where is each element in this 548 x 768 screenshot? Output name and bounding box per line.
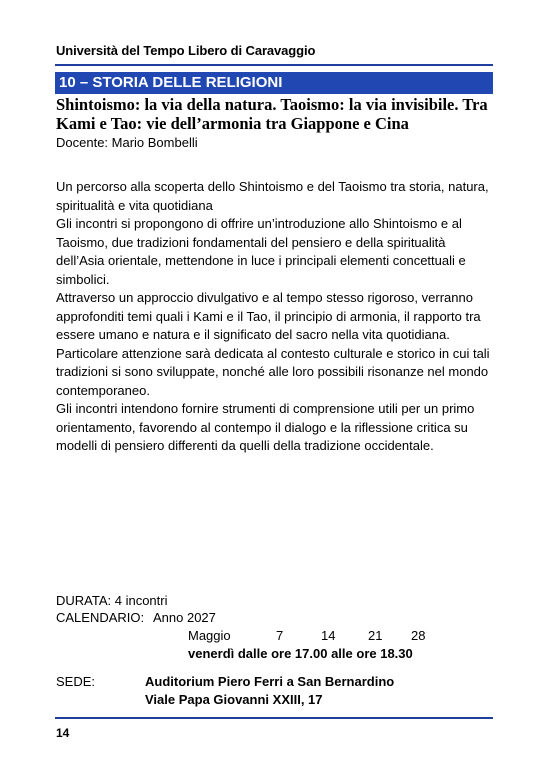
teacher-name: Docente: Mario Bombelli: [56, 135, 198, 150]
calendar-day: 21: [368, 628, 383, 643]
calendar-day: 7: [276, 628, 284, 643]
description-paragraph: Attraverso un approccio divulgativo e al tempo stesso rigoroso, verranno approfonditi temi quali i Kami e il Tao, il principio di armonia, il rapporto tra essere umano e natura e il significato del sacro nella vita quotidiana.: [56, 290, 481, 342]
description-paragraph: Particolare attenzione sarà dedicata al contesto culturale e storico in cui tali tradizioni si sono sviluppate, nonché alle loro possibili risonanze nel mondo contemporaneo.: [56, 345, 490, 398]
course-description: [56, 178, 496, 456]
schedule-time: venerdì dalle ore 17.00 alle ore 18.30: [188, 646, 413, 661]
bottom-divider: [55, 717, 493, 719]
course-title-line-1: Shintoismo: la via della natura. Taoismo: la via invisibile. Tra: [56, 95, 488, 114]
institution-header: Università del Tempo Libero di Caravaggio: [56, 43, 316, 58]
venue-address: Viale Papa Giovanni XXIII, 17: [145, 692, 323, 707]
course-heading: 10 – STORIA DELLE RELIGIONI: [59, 74, 283, 91]
calendar-year: Anno 2027: [153, 610, 216, 625]
course-heading-bar: [55, 72, 493, 94]
page-number: 14: [56, 726, 70, 740]
calendar-label: CALENDARIO:: [56, 610, 145, 625]
calendar-day: 14: [321, 628, 336, 643]
course-title-line-2: Kami e Tao: vie dell’armonia tra Giappone e Cina: [56, 114, 409, 133]
calendar-day: 28: [411, 628, 426, 643]
course-title: [56, 95, 496, 133]
description-paragraph: Un percorso alla scoperta dello Shintoismo e del Taoismo tra storia, natura, spiritualità e vita quotidiana: [56, 179, 489, 213]
calendar-month: Maggio: [188, 628, 231, 643]
venue-label: SEDE:: [56, 674, 96, 689]
duration: DURATA: 4 incontri: [56, 593, 168, 608]
description-paragraph: Gli incontri si propongono di offrire un’introduzione allo Shintoismo e al Taoismo, due tradizioni fondamentali del pensiero e della spiritualità dell’Asia orientale, mettendone in luce i principali elementi concettuali e simbolici.: [56, 216, 466, 287]
top-divider: [55, 64, 493, 66]
venue-name: Auditorium Piero Ferri a San Bernardino: [145, 674, 395, 689]
description-paragraph: Gli incontri intendono fornire strumenti di comprensione utili per un primo orientamento, favorendo al contempo il dialogo e la riflessione critica su modelli di pensiero differenti da quelli della tradizione occidentale.: [56, 401, 475, 453]
